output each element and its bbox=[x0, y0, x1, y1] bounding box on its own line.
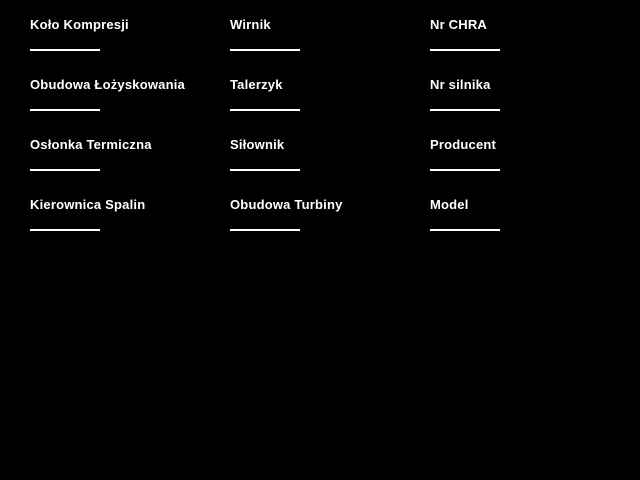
field-silownik bbox=[230, 138, 430, 174]
field-obudowa-lozyskowania bbox=[30, 78, 230, 114]
field-label: Producent bbox=[430, 137, 497, 152]
field-input-line[interactable] bbox=[30, 169, 100, 171]
field-label: Model bbox=[430, 197, 469, 212]
field-input-line[interactable] bbox=[30, 109, 100, 111]
field-label: Kierownica Spalin bbox=[30, 197, 146, 212]
field-input-line[interactable] bbox=[230, 109, 300, 111]
field-input-line[interactable] bbox=[430, 169, 500, 171]
field-label: Obudowa Łożyskowania bbox=[30, 77, 185, 92]
field-input-line[interactable] bbox=[230, 169, 300, 171]
field-label: Siłownik bbox=[230, 137, 285, 152]
field-label: Koło Kompresji bbox=[30, 17, 129, 32]
field-oslonka-termiczna bbox=[30, 138, 230, 174]
field-input-line[interactable] bbox=[30, 49, 100, 51]
field-obudowa-turbiny bbox=[230, 198, 430, 234]
field-input-line[interactable] bbox=[30, 229, 100, 231]
field-input-line[interactable] bbox=[230, 229, 300, 231]
field-input-line[interactable] bbox=[430, 49, 500, 51]
field-label: Wirnik bbox=[230, 17, 271, 32]
field-input-line[interactable] bbox=[430, 229, 500, 231]
field-model bbox=[430, 198, 630, 234]
field-input-line[interactable] bbox=[230, 49, 300, 51]
field-nr-chra bbox=[430, 18, 630, 54]
field-talerzyk bbox=[230, 78, 430, 114]
field-producent bbox=[430, 138, 630, 174]
field-wirnik bbox=[230, 18, 430, 54]
field-label: Obudowa Turbiny bbox=[230, 197, 343, 212]
field-input-line[interactable] bbox=[430, 109, 500, 111]
field-label: Osłonka Termiczna bbox=[30, 137, 152, 152]
field-label: Nr silnika bbox=[430, 77, 491, 92]
field-kierownica-spalin bbox=[30, 198, 230, 234]
field-kolo-kompresji bbox=[30, 18, 230, 54]
field-label: Talerzyk bbox=[230, 77, 283, 92]
field-nr-silnika bbox=[430, 78, 630, 114]
field-label: Nr CHRA bbox=[430, 17, 488, 32]
